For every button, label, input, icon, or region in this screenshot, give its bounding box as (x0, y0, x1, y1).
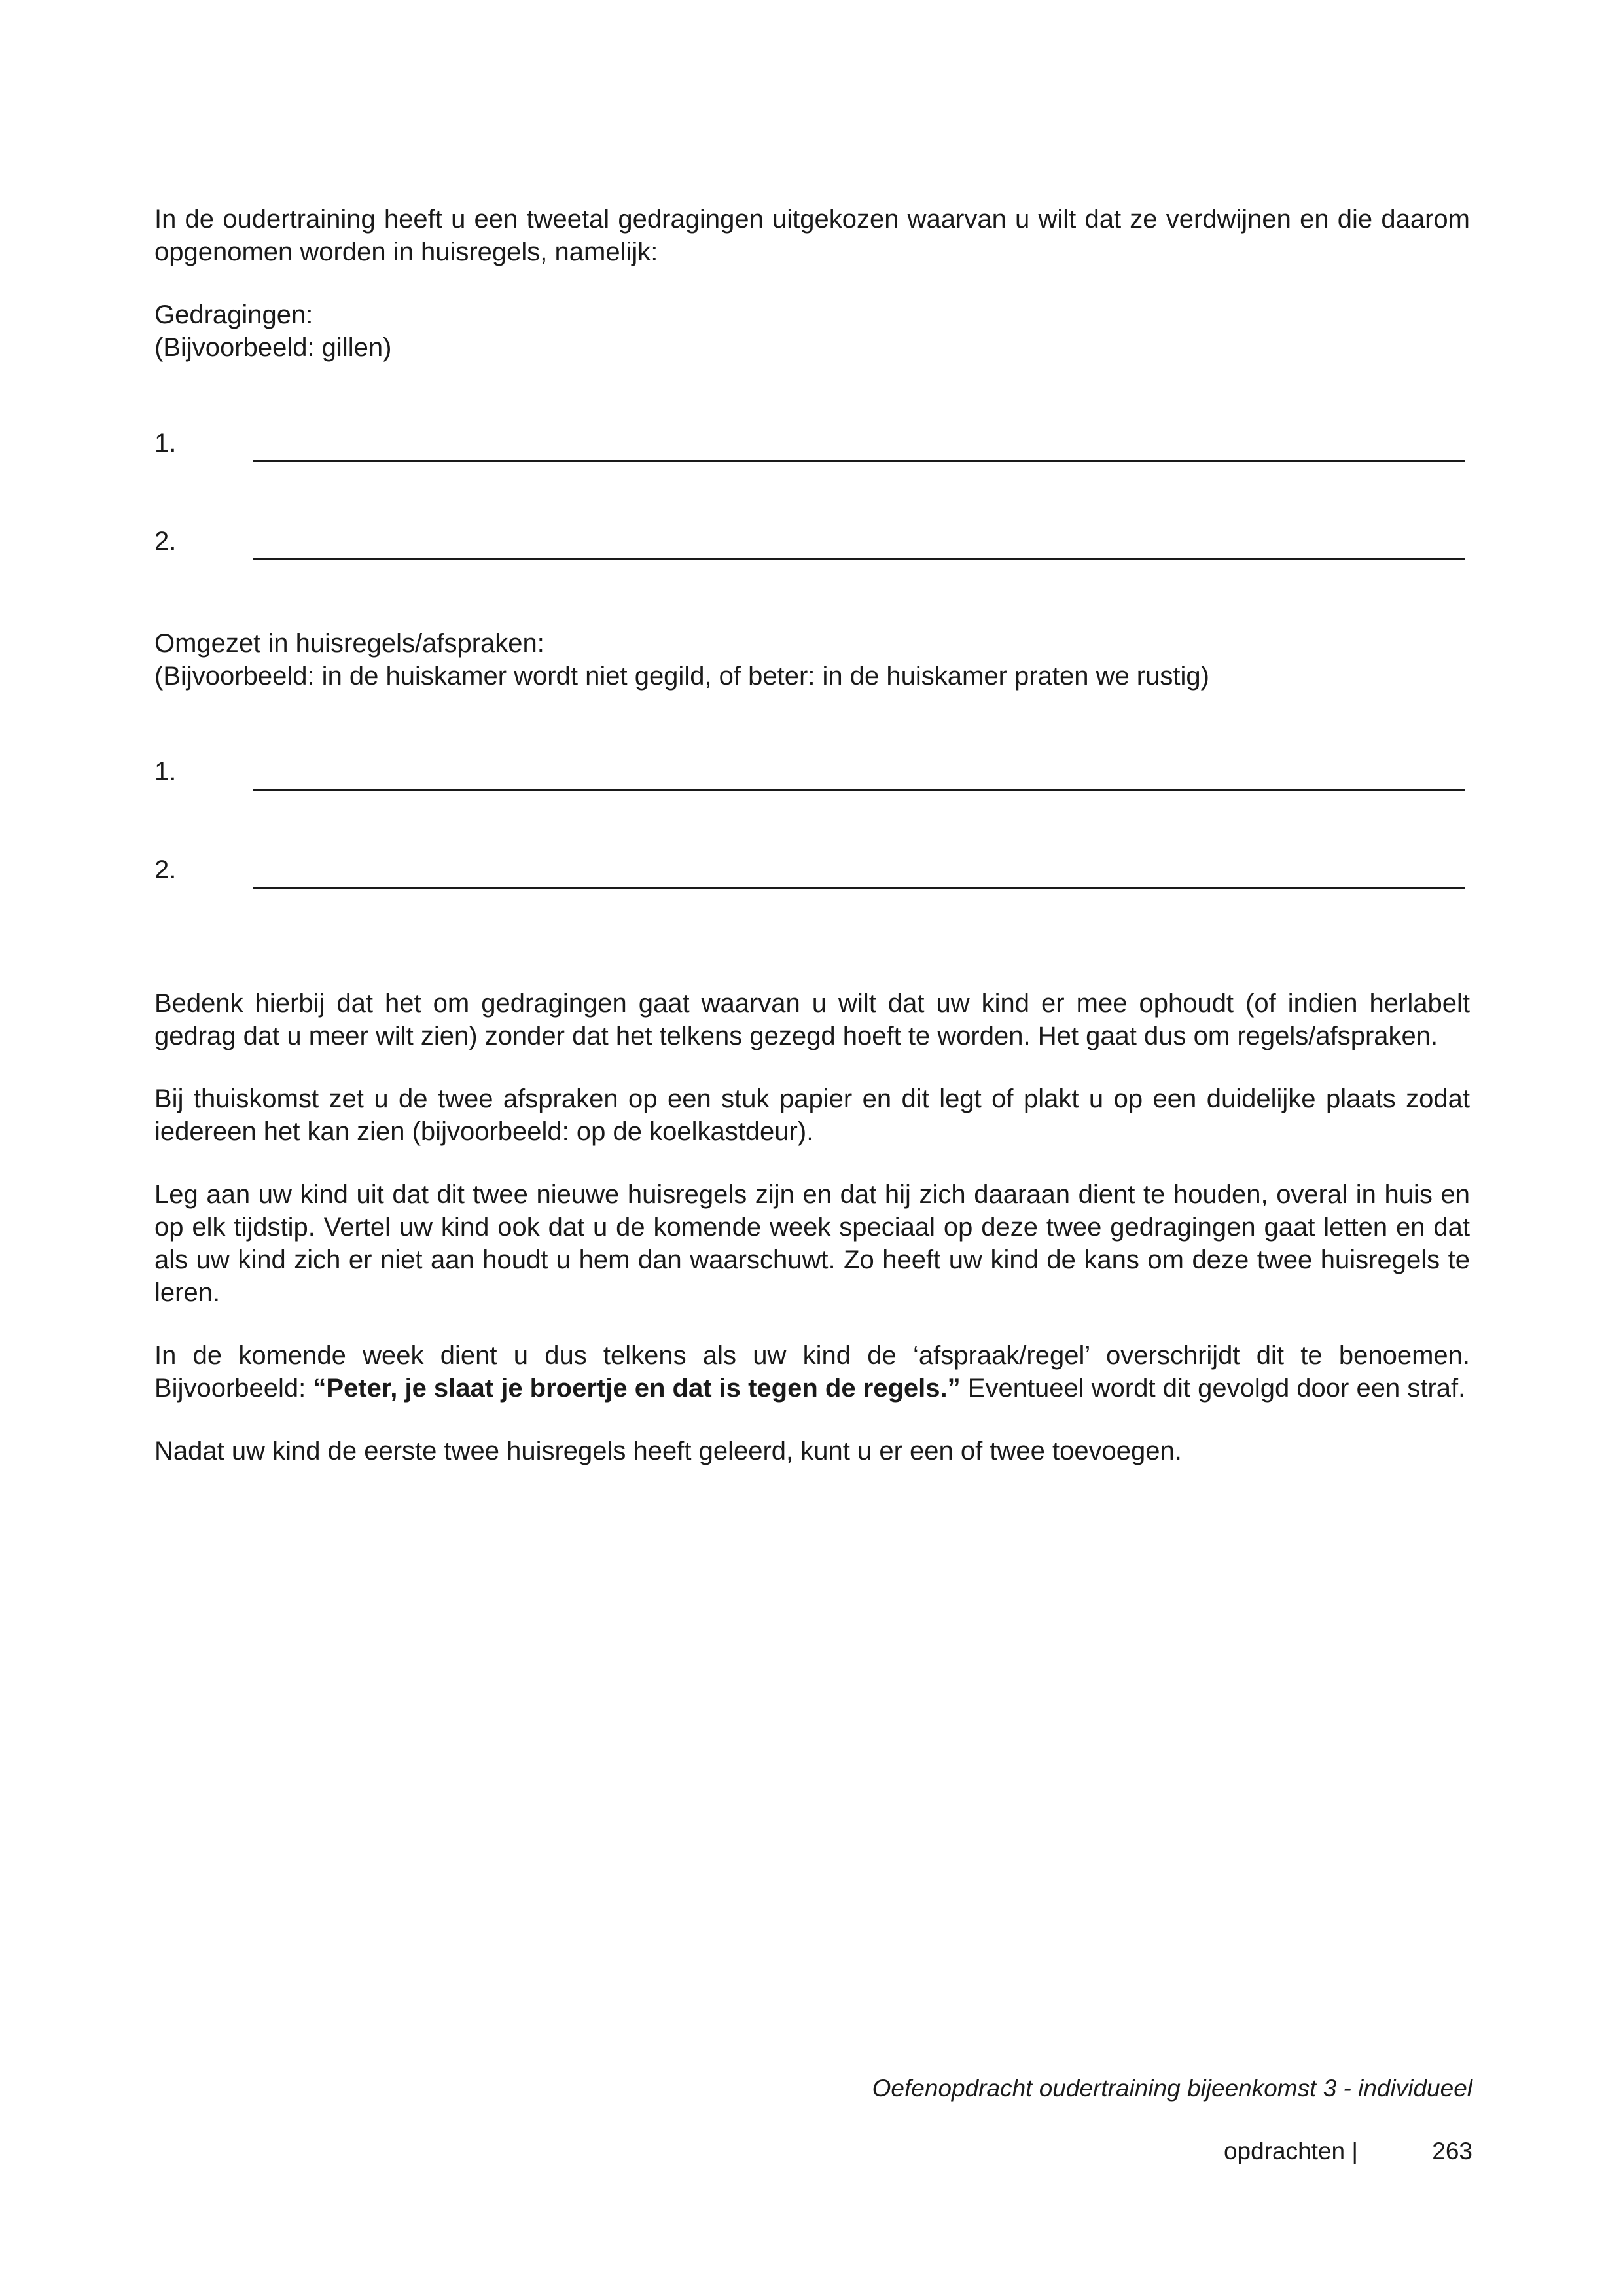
fill-in-line[interactable] (253, 789, 1465, 791)
rules-label: Omgezet in huisregels/afspraken: (154, 629, 544, 658)
fill-in-number: 1. (154, 757, 177, 786)
behaviors-section (154, 298, 1470, 364)
fill-in-row (154, 427, 1470, 459)
fill-in-number: 1. (154, 429, 177, 457)
rules-section (154, 627, 1470, 692)
page-body (154, 203, 1470, 1467)
intro-paragraph: In de oudertraining heeft u een tweetal gedragingen uitgekozen waarvan u wilt dat ze verdwijnen en die daarom opgenomen worden in huisregels, namelijk: (154, 205, 1470, 266)
paragraph-explanation: Bedenk hierbij dat het om gedragingen gaat waarvan u wilt dat uw kind er mee ophoudt (of indien herlabelt gedrag dat u meer wilt zien) zonder dat het telkens gezegd hoeft te worden. Het gaat dus om regels/afspraken. (154, 989, 1470, 1050)
paragraph-explain-child: Leg aan uw kind uit dat dit twee nieuwe huisregels zijn en dat hij zich daaraan dient te houden, overal in huis en op elk tijdstip. Vertel uw kind ook dat u de komende week speciaal op deze twee gedragingen gaat letten en dat als uw kind zich er niet aan houdt u hem dan waarschuwt. Zo heeft uw kind de kans om deze twee huisregels te leren. (154, 1180, 1470, 1307)
paragraph-add-rules: Nadat uw kind de eerste twee huisregels heeft geleerd, kunt u er een of twee toevoegen. (154, 1437, 1182, 1465)
fill-in-number: 2. (154, 855, 177, 884)
behaviors-label: Gedragingen: (154, 300, 313, 329)
behaviors-fill-in (154, 427, 1470, 558)
paragraph-coming-week-tail: Eventueel wordt dit gevolgd door een straf. (960, 1374, 1466, 1403)
paragraph-homecoming: Bij thuiskomst zet u de twee afspraken op een stuk papier en dit legt of plakt u op een duidelijke plaats zodat iedereen het kan zien (bijvoorbeeld: op de koelkastdeur). (154, 1085, 1470, 1146)
footer-title: Oefenopdracht oudertraining bijeenkomst 3 - individueel (872, 2075, 1472, 2102)
paragraph-coming-week-text: In de komende week dient u dus telkens als uw kind de ‘afspraak/regel’ overschrijdt dit te benoemen. Bijvoorbeeld: (154, 1341, 1470, 1403)
fill-in-line[interactable] (253, 460, 1465, 462)
example-quote: “Peter, je slaat je broertje en dat is tegen de regels.” (313, 1374, 961, 1403)
fill-in-line[interactable] (253, 887, 1465, 889)
page-number: 263 (1432, 2138, 1472, 2164)
fill-in-row (154, 525, 1470, 558)
paragraph-coming-week (154, 1339, 1470, 1405)
fill-in-line[interactable] (253, 558, 1465, 560)
fill-in-row (154, 853, 1470, 886)
behaviors-example: (Bijvoorbeeld: gillen) (154, 333, 392, 362)
rules-example: (Bijvoorbeeld: in de huiskamer wordt niet gegild, of beter: in de huiskamer praten we rustig) (154, 662, 1209, 691)
fill-in-row (154, 755, 1470, 788)
rules-fill-in (154, 755, 1470, 886)
footer-section-label: opdrachten | (1223, 2138, 1358, 2164)
fill-in-number: 2. (154, 527, 177, 556)
